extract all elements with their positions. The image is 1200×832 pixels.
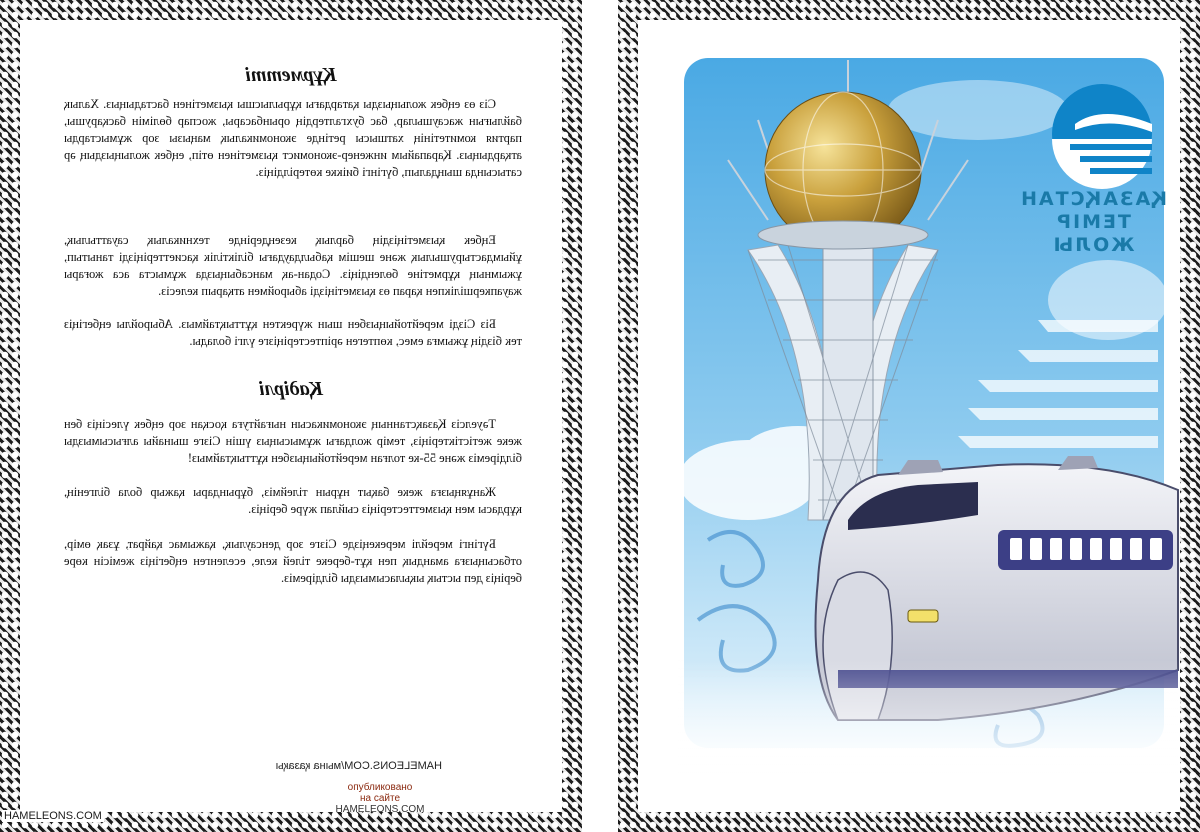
greeting-paragraph-1: Сіз өз еңбек жолыңызды қатардағы құрылысшы қызметінен бастадыңыз. Халық байлығын жасаушылар, бас бухгалтердің орынбасары, жоспар бөлімін басқарушы, партия комитетінің хатшысы ретінде экономикалық маңызы зор жұмыстарды атқардыңыз. Қарапайым инженер-экономист қызметінен өтіп, еңбек жолыңыздың әр сатысында шыңдалып, бүгінгі биікке көтерілдіңіз. (64, 97, 522, 179)
corner-watermark: HAMELEONS.COM (4, 810, 102, 822)
right-page-frame (618, 0, 1200, 832)
stamp-line-2: на сайте (359, 793, 401, 804)
brand-line-2: ТЕМІР (1055, 211, 1131, 233)
brand-line-3: ЖОЛЫ (1051, 234, 1135, 256)
wishes-paragraph-1: Тәуелсіз Қазақстанның экономикасын нығайтуға қосқан зор еңбек үлесіңіз бен жеке жетістіктеріңіз, темір жолдағы жұмысыңыз үшін Сізге шынайы алғысымызды білдіреміз және 55-ке толған мерейтойыңызбен құттықтаймыз! (64, 417, 522, 465)
stamp-site: HAMELEONS.COM (335, 804, 425, 812)
stamp-line-1: опубликовано (347, 782, 413, 793)
ktz-logo-icon (1052, 84, 1152, 189)
brand-line-1: ҚАЗАҚСТАН (1019, 188, 1167, 210)
greeting-paragraph-2: Еңбек қызметіңіздің барлық кезеңдерінде техникалық сауаттылық, ұйымдастырушылық және шешім қабылдаудағы біліктілік қасиеттеріңізді танытып, ұжымның құрметіне бөлендіңіз. Содан-ақ мансабыңызда жұмыста аса жоғары жауапкершілікпен қарап өз қызметіңізді абыроймен атқарып келесіз. (64, 233, 522, 298)
cover-illustration (638, 20, 1180, 812)
published-stamp (330, 782, 430, 812)
wishes-title: Қадірлі (258, 378, 324, 400)
wishes-paragraph-3: Бүгінгі мерейлі мерекеңізде Сізге зор денсаулық, қажымас қайрат, ұзақ өмір, отбасыңызға амандық пен құт-береке тілей келе, еселенген еңбегіңіз жемісін көре беріңіз деп ыстық ықыласымызды білдіреміз. (64, 537, 522, 585)
wishes-paragraph-2: Жанұяңызға жеке бақыт нұрын тілейміз, бұрындары қажыр бола білгенің, құрдасы мен қызметтестеріңіз сыйлап жүре беріңіз. (64, 485, 522, 516)
bottom-fade (678, 660, 1178, 780)
greeting-title: Құрметті (245, 64, 337, 86)
greeting-paragraph-3: Біз Сізді мерейтойыңызбен шын жүректен құттықтаймыз. Абыройлы еңбегіңіз тек біздің ұжымға емес, көптеген әріптестеріңізге үлгі болады. (64, 317, 522, 348)
mirrored-text-block (20, 20, 562, 812)
greeting-page (20, 20, 562, 812)
cover-page (638, 20, 1180, 812)
ktz-brand-text (1018, 188, 1168, 257)
footer-credit: HAMELEONS.COM/мына қазақы (275, 760, 442, 772)
left-page-frame (0, 0, 582, 832)
